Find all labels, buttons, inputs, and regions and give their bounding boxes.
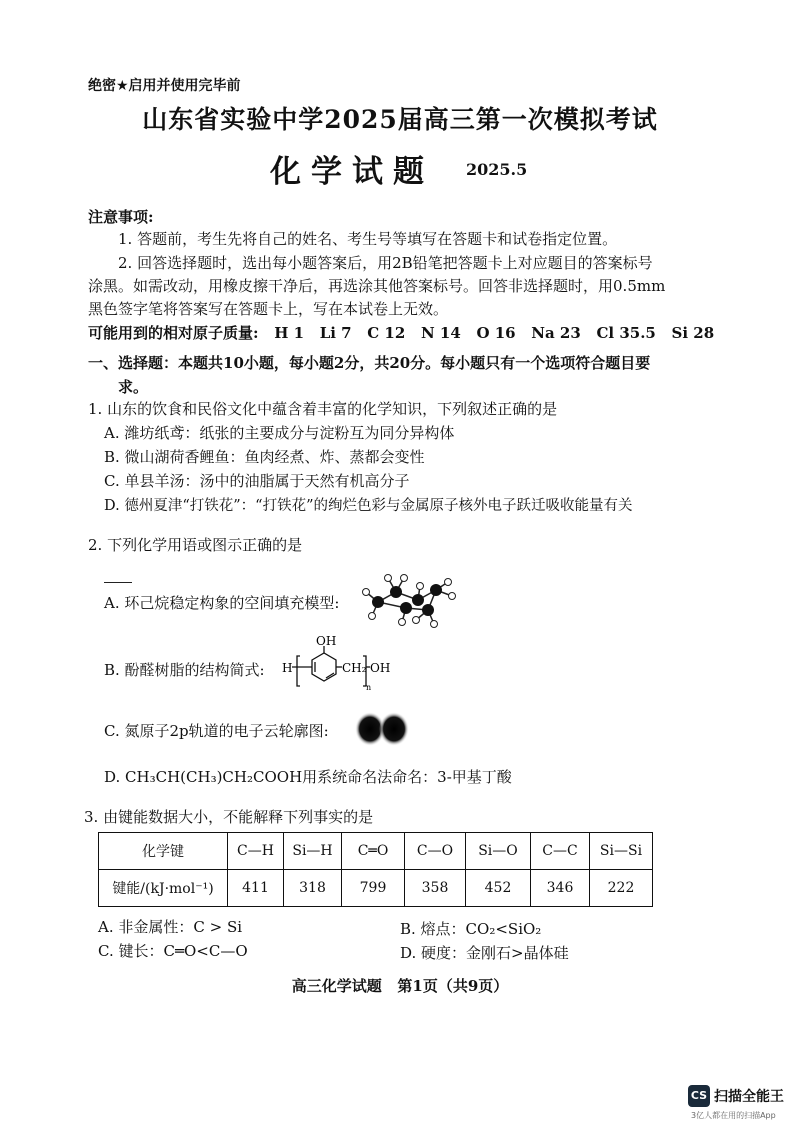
resin-oh-label: OH bbox=[316, 634, 337, 648]
table-cell: C═O bbox=[342, 833, 405, 870]
table-cell: 411 bbox=[228, 870, 284, 907]
exam-title: 山东省实验中学2025届高三第一次模拟考试 bbox=[142, 105, 658, 134]
table-cell: 799 bbox=[342, 870, 405, 907]
resin-ch2-label: CH₂ bbox=[342, 661, 367, 675]
table-cell: 346 bbox=[531, 870, 590, 907]
camscanner-logo: CS bbox=[688, 1085, 710, 1107]
q3-stem: 3. 由键能数据大小，不能解释下列事实的是 bbox=[84, 808, 374, 826]
exam-date: 2025.5 bbox=[466, 160, 528, 179]
table-row bbox=[99, 870, 653, 907]
table-cell: 358 bbox=[405, 870, 466, 907]
phenolic-resin-structure bbox=[270, 634, 390, 700]
q2-option-c: C. 氮原子2p轨道的电子云轮廓图: bbox=[104, 722, 329, 740]
table-cell: C—H bbox=[228, 833, 284, 870]
q2-option-a: A. 环己烷稳定构象的空间填充模型: bbox=[104, 594, 340, 612]
resin-h-label: H bbox=[282, 661, 293, 675]
q1-option-c: C. 单县羊汤：汤中的油脂属于天然有机高分子 bbox=[104, 472, 410, 490]
table-cell: 222 bbox=[590, 870, 653, 907]
atomic-mass-line: 可能用到的相对原子质量: H 1 Li 7 C 12 N 14 O 16 Na 23 Cl 35.5 Si 28 bbox=[88, 324, 715, 342]
q2-stem: 2. 下列化学用语或图示正确的是 bbox=[88, 536, 303, 554]
q3-option-b: B. 熔点：CO₂<SiO₂ bbox=[400, 920, 542, 938]
table-cell: 化学键 bbox=[99, 833, 228, 870]
table-cell: C—C bbox=[531, 833, 590, 870]
q2-option-b: B. 酚醛树脂的结构简式: bbox=[104, 661, 265, 679]
q1-option-d: D. 德州夏津“打铁花”：“打铁花”的绚烂色彩与金属原子核外电子跃迁吸收能量有关 bbox=[104, 498, 633, 514]
note-item-1: 1. 答题前，考生先将自己的姓名、考生号等填写在答题卡和试卷指定位置。 bbox=[118, 230, 618, 248]
subject-title: 化学试题 bbox=[270, 154, 434, 190]
p-orbital-image bbox=[354, 710, 410, 748]
table-cell: 键能/(kJ·mol⁻¹) bbox=[99, 870, 228, 907]
notes-heading: 注意事项: bbox=[88, 208, 154, 226]
table-cell: Si—Si bbox=[590, 833, 653, 870]
cyclohexane-model bbox=[356, 570, 466, 632]
stray-mark bbox=[104, 582, 132, 583]
table-cell: 318 bbox=[284, 870, 342, 907]
q2-option-d: D. CH₃CH(CH₃)CH₂COOH用系统命名法命名：3-甲基丁酸 bbox=[104, 768, 512, 786]
q3-option-d: D. 硬度：金刚石>晶体硅 bbox=[400, 944, 569, 962]
section1-heading-line2: 求。 bbox=[118, 378, 149, 396]
note-item-2-line2: 涂黑。如需改动，用橡皮擦干净后，再选涂其他答案标号。回答非选择题时，用0.5mm bbox=[88, 277, 666, 295]
table-cell: Si—H bbox=[284, 833, 342, 870]
table-cell: C—O bbox=[405, 833, 466, 870]
q1-option-a: A. 潍坊纸鸢：纸张的主要成分与淀粉互为同分异构体 bbox=[104, 424, 455, 442]
q3-option-a: A. 非金属性：C > Si bbox=[98, 918, 243, 936]
q1-stem: 1. 山东的饮食和民俗文化中蕴含着丰富的化学知识，下列叙述正确的是 bbox=[88, 400, 558, 418]
table-cell: 452 bbox=[466, 870, 531, 907]
confidential-label: 绝密★启用并使用完毕前 bbox=[88, 78, 241, 94]
q3-option-c: C. 键长：C═O<C—O bbox=[98, 942, 248, 960]
note-item-2-line3: 黑色签字笔将答案写在答题卡上，写在本试卷上无效。 bbox=[88, 300, 449, 318]
page-footer: 高三化学试题 第1页（共9页） bbox=[291, 977, 509, 995]
resin-end-oh-label: OH bbox=[370, 661, 390, 675]
camscanner-slogan: 3亿人都在用的扫描App bbox=[691, 1111, 776, 1120]
note-item-2-line1: 2. 回答选择题时，选出每小题答案后，用2B铅笔把答题卡上对应题目的答案标号 bbox=[118, 254, 653, 272]
camscanner-name: 扫描全能王 bbox=[714, 1089, 784, 1105]
svg-text:n: n bbox=[366, 683, 372, 692]
section1-heading-line1: 一、选择题：本题共10小题，每小题2分，共20分。每小题只有一个选项符合题目要 bbox=[88, 354, 651, 372]
q1-option-b: B. 微山湖荷香鲤鱼：鱼肉经煮、炸、蒸都会变性 bbox=[104, 448, 425, 466]
table-row bbox=[99, 833, 653, 870]
table-cell: Si—O bbox=[466, 833, 531, 870]
bond-energy-table bbox=[98, 832, 653, 907]
